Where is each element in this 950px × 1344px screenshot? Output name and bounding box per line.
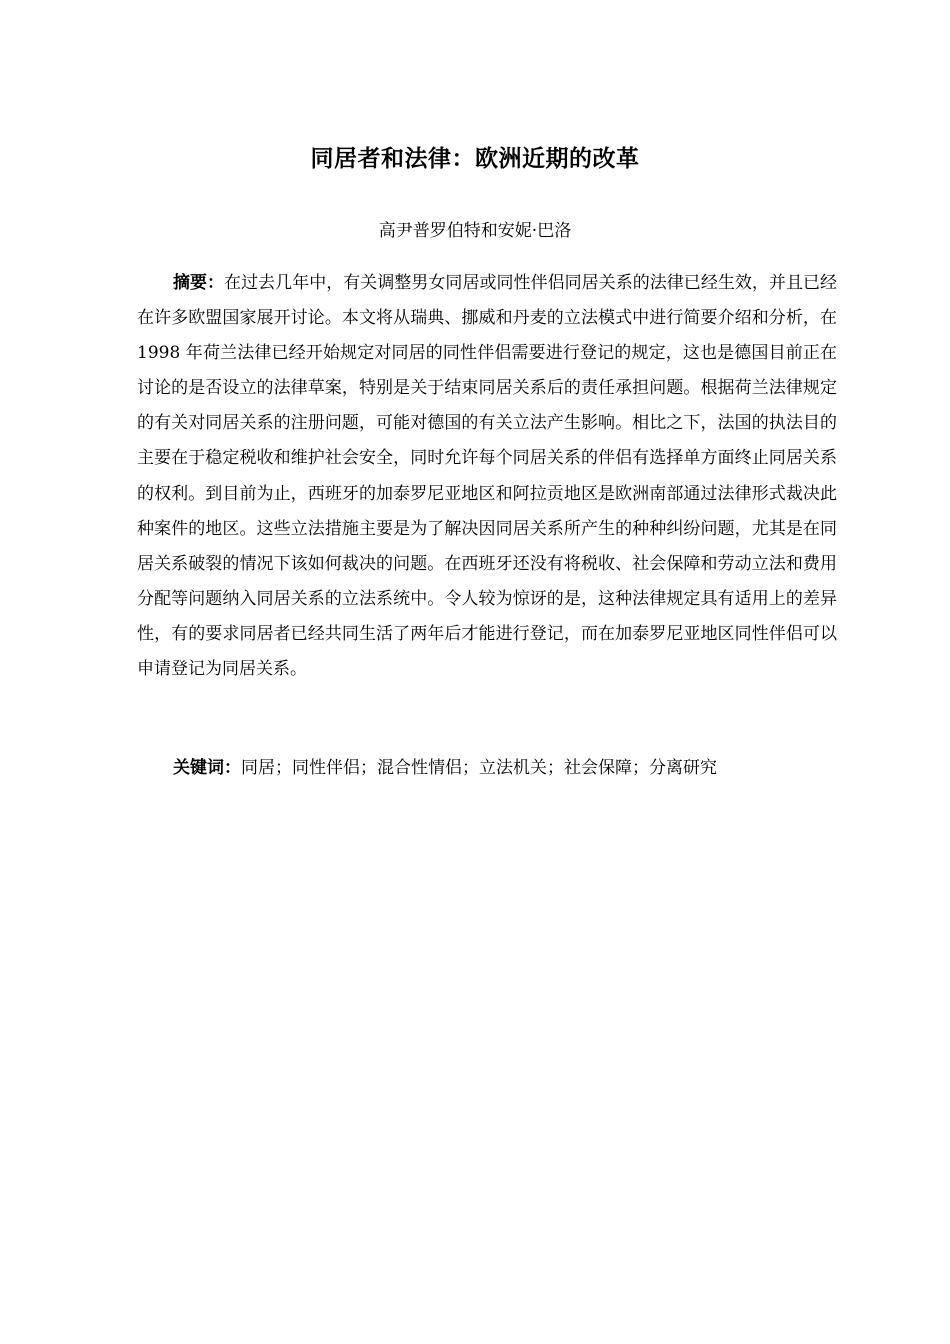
paper-title: 同居者和法律：欧洲近期的改革 (310, 145, 640, 172)
keywords-label: 关键词： (173, 758, 241, 778)
paper-authors: 高尹普罗伯特和安妮·巴洛 (378, 221, 572, 241)
abstract-text: 在过去几年中，有关调整男女同居或同性伴侣同居关系的法律已经生效，并且已经在许多欧盟国家展开讨论。本文将从瑞典、挪威和丹麦的立法模式中进行简要介绍和分析，在 1998 年荷兰法律已经开始规定对同居的同性伴侣需要进行登记的规定，这也是德国目前正在讨论的是否设立的法律草案，特别是关于结束同居关系后的责任承担问题。根据荷兰法律规定的有关对同居关系的注册问题，可能对德国的有关立法产生影响。相比之下，法国的执法目的主要在于稳定税收和维护社会安全，同时允许每个同居关系的伴侣有选择单方面终止同居关系的权利。到目前为止，西班牙的加泰罗尼亚地区和阿拉贡地区是欧洲南部通过法律形式裁决此种案件的地区。这些立法措施主要是为了解决因同居关系所产生的种种纠纷问题，尤其是在同居关系破裂的情况下该如何裁决的问题。在西班牙还没有将税收、社会保障和劳动立法和费用分配等问题纳入同居关系的立法系统中。令人较为惊讶的是，这种法律规定具有适用上的差异性，有的要求同居者已经共同生活了两年后才能进行登记，而在加泰罗尼亚地区同性伴侣可以申请登记为同居关系。 (137, 273, 838, 680)
keywords-paragraph (137, 751, 837, 786)
keywords-text: 同居；同性伴侣；混合性情侣；立法机关；社会保障；分离研究 (241, 758, 717, 778)
abstract-label: 摘要： (173, 273, 225, 293)
abstract-paragraph (137, 266, 837, 687)
